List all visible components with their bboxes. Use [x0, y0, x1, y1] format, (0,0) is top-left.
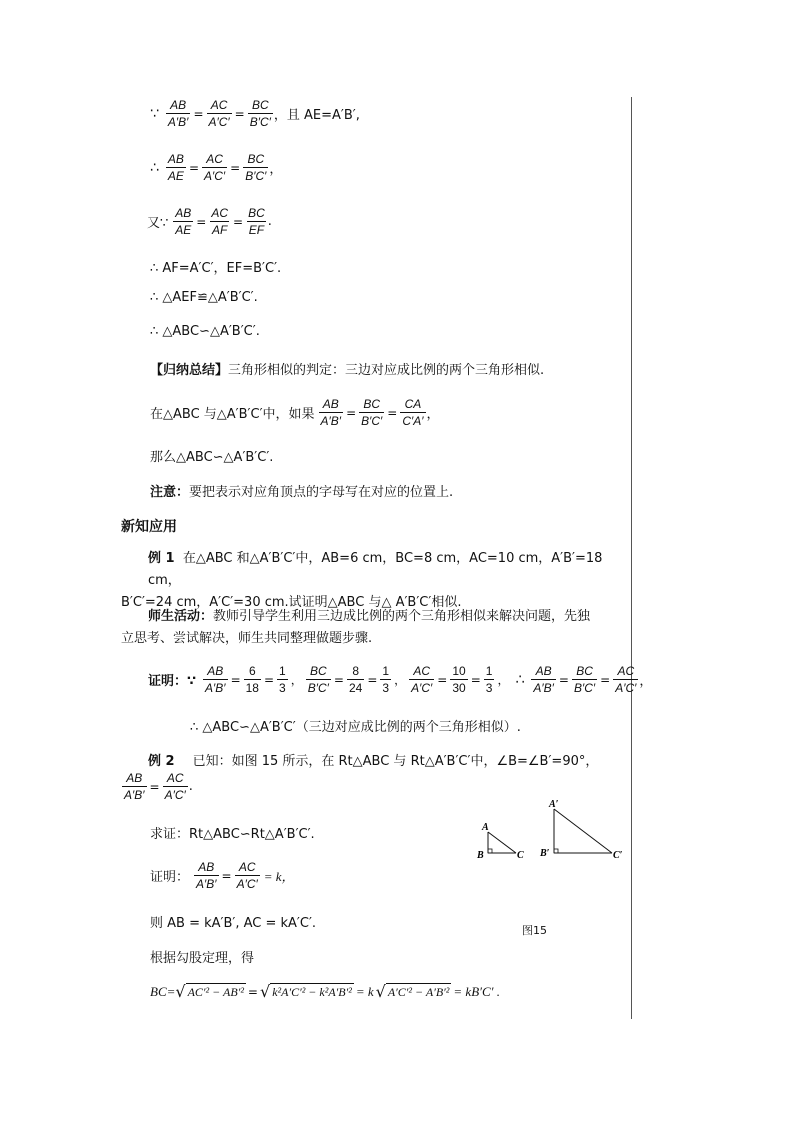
fraction: $\frac{AB}{AE}$ — [167, 152, 184, 183]
proof-line-4: ∴ AF=A′C′，EF=B′C′. — [150, 261, 282, 276]
fraction: $\frac{BC}{B'C'}$ — [245, 152, 267, 183]
example-2-prove: 求证：Rt△ABC∽Rt△A′B′C′. — [150, 827, 315, 842]
proof-line-6: ∴ △ABC∽△A′B′C′. — [150, 324, 260, 339]
proof-2-line-1: 证明：∵ $\frac{AB}{A'B'}$ = $\frac{6}{18}$ = $\frac{1}{3}$ ， $\frac{BC}{B'C'}$ = $\frac{8}{24}$ = $\frac{1}{3}$ ， $\frac{AC}{A'C'}$ = $\frac{10}{30}$ = $\frac{1}{3}$ ， ∴ $\frac{AB}{A'B'}$ = $\frac{BC}{B'C'}$ = $\frac{AC}{A'C'}$ ， — [148, 664, 653, 695]
note-line — [150, 481, 453, 500]
figure-15 — [470, 795, 630, 870]
proof-line-1: ∵ $\frac{AB}{A'B'}$ = $\frac{AC}{A'C'}$ = $\frac{BC}{B'C'}$ ，且 AE=A′B′, — [150, 98, 360, 129]
note-text: 要把表示对应角顶点的字母写在对应的位置上. — [189, 485, 454, 500]
example-2-then: 则 AB = kA′B′, AC = kA′C′. — [150, 916, 317, 931]
example-2-proof: 证明： $\frac{AB}{A'B'}$ = $\frac{AC}{A'C'}$ = k， — [150, 860, 295, 891]
section-title: 新知应用 — [121, 519, 177, 535]
proof-2-conclusion: ∴ △ABC∽△A′B′C′（三边对应成比例的两个三角形相似）. — [190, 720, 521, 735]
activity-tag: 师生活动： — [148, 609, 214, 624]
therefore-symbol: ∴ — [150, 159, 159, 176]
label-B: B — [477, 850, 484, 861]
summary-text: 三角形相似的判定：三边对应成比例的两个三角形相似. — [228, 363, 545, 378]
example-2-line-2: $\frac{AB}{A'B'}$ = $\frac{AC}{A'C'}$ . — [124, 771, 193, 802]
sqrt: √ AC′² − AB′² — [175, 982, 244, 1001]
fraction: $\frac{BC}{EF}$ — [248, 206, 265, 237]
example-2-bc-formula: BC= √ AC′² − AB′² = √ k²A′C′² − k²A′B′² = k √ A′C′² − A′B′² = kB′C′ . — [150, 982, 500, 1001]
example-1: 例 1 在△ABC 和△A′B′C′中，AB=6 cm，BC=8 cm，AC=10 cm，A′B′=18 cm， B′C′=24 cm，A′C′=30 cm.试证明△ABC 与△ A′B′C′相似. — [121, 551, 603, 610]
summary-line — [150, 359, 544, 378]
summary-conclusion: 那么△ABC∽△A′B′C′. — [150, 450, 274, 465]
proof-2-tag: 证明：∵ — [148, 674, 197, 689]
large-triangle — [554, 809, 612, 853]
label-C-prime: C′ — [613, 850, 623, 861]
fraction: $\frac{CA}{C'A'}$ — [402, 397, 424, 428]
fraction: $\frac{AC}{A'C'}$ — [204, 152, 226, 183]
fraction: $\frac{BC}{B'C'}$ — [249, 98, 271, 129]
label-B-prime: B′ — [540, 848, 550, 859]
figure-caption: 图15 — [522, 924, 547, 937]
summary-tag: 【归纳总结】 — [150, 363, 229, 378]
sqrt: √ A′C′² − A′B′² — [375, 982, 450, 1001]
fraction: $\frac{AB}{A'B'}$ — [167, 98, 189, 129]
sqrt: √ k²A′C′² − k²A′B′² — [259, 982, 352, 1001]
margin-rule — [631, 97, 632, 1019]
small-triangle — [488, 832, 516, 853]
teacher-activity: 师生活动：教师引导学生利用三边成比例的两个三角形相似来解决问题，先独 立思考、尝试解决，师生共同整理做题步骤. — [121, 609, 591, 646]
example-2-line-1: 例 2 已知：如图 15 所示，在 Rt△ABC 与 Rt△A′B′C′中，∠B=∠B′=90°， — [148, 750, 598, 769]
fraction: $\frac{AC}{A'C'}$ — [208, 98, 230, 129]
label-A-prime: A′ — [549, 799, 559, 810]
example-2-pythagoras: 根据勾股定理，得 — [150, 951, 255, 966]
summary-condition: 在△ABC 与△A′B′C′中，如果 $\frac{AB}{A'B'}$ = $\frac{BC}{B'C'}$ = $\frac{CA}{C'A'}$ ， — [150, 397, 440, 428]
label-C: C — [517, 850, 524, 861]
proof-line-1-tail: ，且 AE=A′B′, — [273, 108, 360, 123]
example-2-tag: 例 2 — [148, 754, 175, 769]
proof-line-3: 又∵ $\frac{AB}{AE}$ = $\frac{AC}{AF}$ = $\frac{BC}{EF}$ . — [147, 206, 272, 237]
example-1-tag: 例 1 — [148, 551, 175, 566]
fraction: $\frac{AB}{AE}$ — [175, 206, 192, 237]
label-A: A — [482, 822, 489, 833]
proof-line-2: ∴ $\frac{AB}{AE}$ = $\frac{AC}{A'C'}$ = $\frac{BC}{B'C'}$ ， — [150, 152, 283, 183]
because-symbol: ∵ — [150, 105, 159, 122]
fraction: $\frac{AC}{AF}$ — [211, 206, 229, 237]
fraction: $\frac{AB}{A'B'}$ — [320, 397, 342, 428]
proof-line-5: ∴ △AEF≌△A′B′C′. — [150, 290, 258, 305]
fraction: $\frac{BC}{B'C'}$ — [361, 397, 383, 428]
note-tag: 注意： — [150, 485, 190, 500]
